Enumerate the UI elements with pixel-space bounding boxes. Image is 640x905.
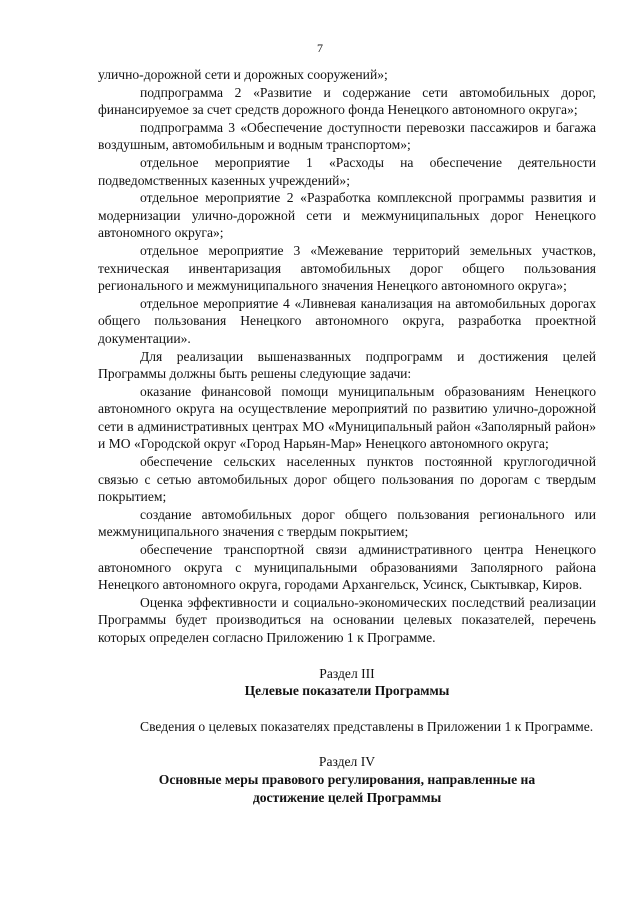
section-number: Раздел III xyxy=(319,665,375,681)
paragraph: Оценка эффективности и социально-экономических последствий реализации Программы будет производиться на основании целевых показателей, перечень которых определен согласно Приложению 1 к Программе. xyxy=(98,594,596,645)
paragraph: Для реализации вышеназванных подпрограмм и достижения целей Программы должны быть решены следующие задачи: xyxy=(98,348,596,382)
paragraph: отдельное мероприятие 4 «Ливневая канализация на автомобильных дорогах общего пользования Ненецкого автономного округа, разработка проектной документации». xyxy=(98,295,596,346)
section-title: Целевые показатели Программы xyxy=(244,683,450,699)
paragraph: улично-дорожной сети и дорожных сооружений»; xyxy=(98,67,388,82)
paragraph: подпрограмма 3 «Обеспечение доступности перевозки пассажиров и багажа воздушным, автомобильным и водным транспортом»; xyxy=(98,119,596,153)
paragraph: создание автомобильных дорог общего пользования регионального или межмуниципального значения с твердым покрытием; xyxy=(98,506,596,540)
section-title-line-2: достижение целей Программы xyxy=(252,789,442,805)
paragraph: обеспечение транспортной связи административного центра Ненецкого автономного округа с муниципальными образованиями Заполярного района Ненецкого автономного округа, городами Архангельск, Усинск, Сыктывкар, Киров. xyxy=(98,542,596,593)
page-number: 7 xyxy=(317,41,323,55)
paragraph: отдельное мероприятие 1 «Расходы на обеспечение деятельности подведомственных казенных учреждений»; xyxy=(98,154,596,188)
section-number: Раздел IV xyxy=(318,754,376,770)
paragraph: обеспечение сельских населенных пунктов постоянной круглогодичной связью с сетью автомобильных дорог общего пользования по дорогам с твердым покрытием; xyxy=(98,454,596,505)
paragraph: оказание финансовой помощи муниципальным образованиям Ненецкого автономного округа на осуществление мероприятий по развитию улично-дорожной сети в административных центрах МО «Муниципальный район «Заполярный район» и МО «Городской округ «Город Нарьян-Мар» Ненецкого автономного округа; xyxy=(98,383,596,452)
paragraph: отдельное мероприятие 2 «Разработка комплексной программы развития и модернизации улично-дорожной сети и межмуниципальных дорог Ненецкого автономного округа»; xyxy=(98,190,596,241)
document-body xyxy=(98,66,596,806)
paragraph: подпрограмма 2 «Развитие и содержание сети автомобильных дорог, финансируемое за счет средств дорожного фонда Ненецкого автономного округа»; xyxy=(98,84,596,118)
paragraph: Сведения о целевых показателях представлены в Приложении 1 к Программе. xyxy=(140,718,594,734)
section-title-line-1: Основные меры правового регулирования, направленные на xyxy=(158,771,536,787)
paragraph: отдельное мероприятие 3 «Межевание территорий земельных участков, техническая инвентаризация автомобильных дорог общего пользования регионального и межмуниципального значения Ненецкого автономного округа»; xyxy=(98,242,596,294)
